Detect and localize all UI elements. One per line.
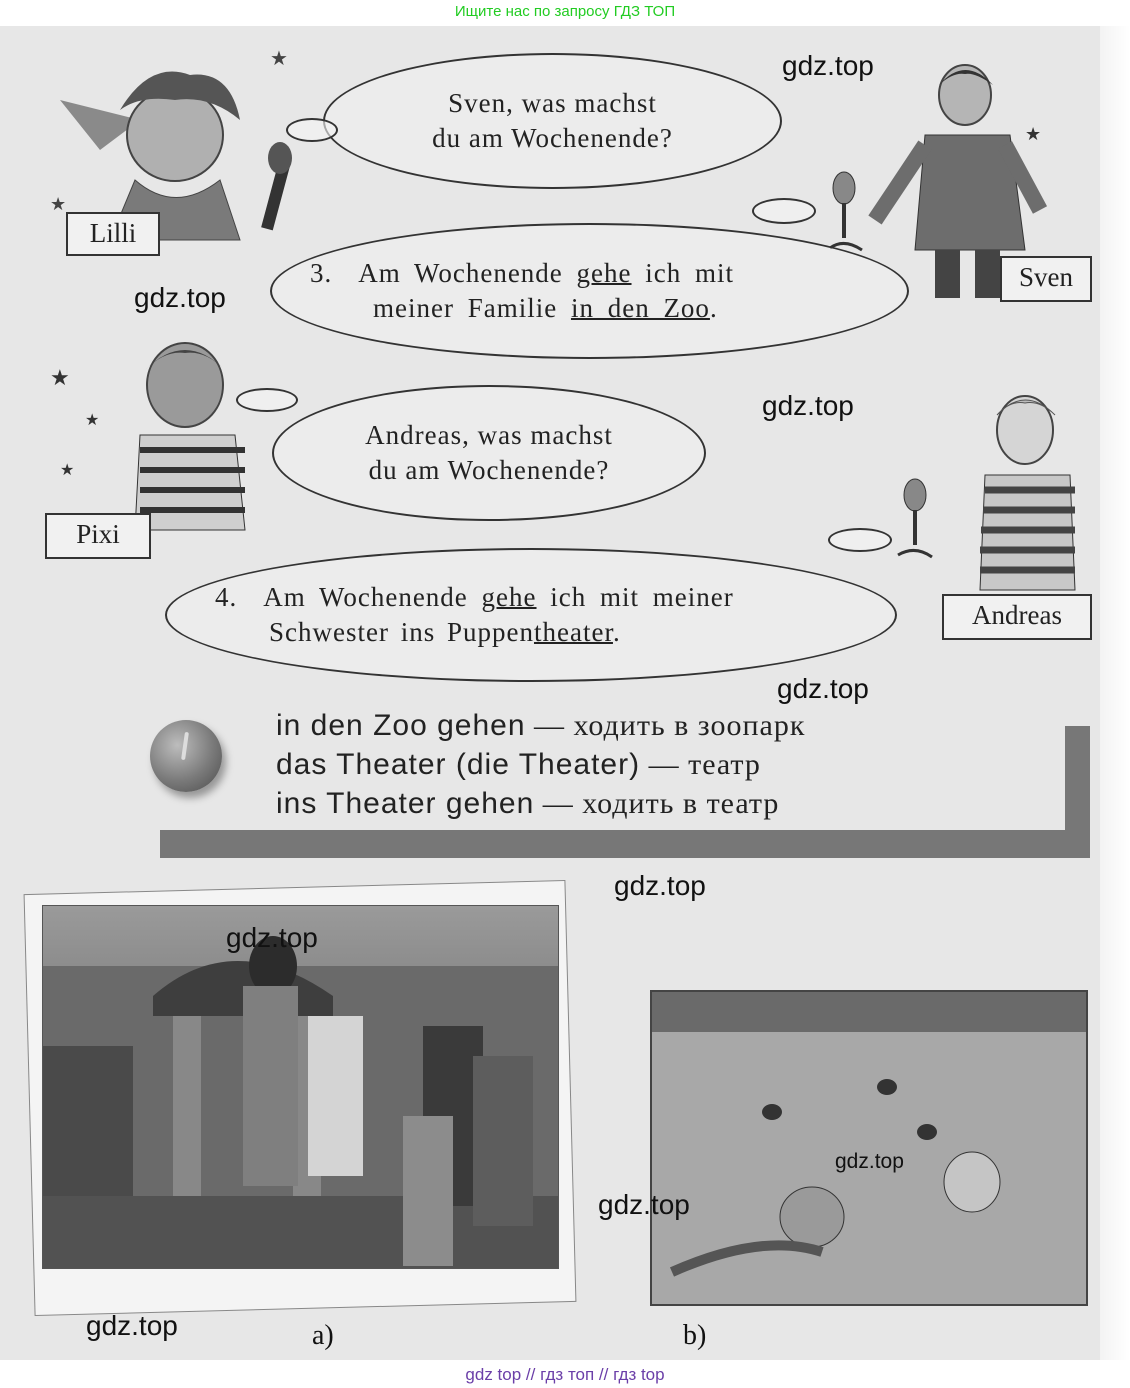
watermark: gdz.top [86,1310,178,1341]
vocabulary-dash: — [640,748,689,781]
bottom-banner[interactable]: gdz top // гдз топ // гдз top [465,1365,665,1384]
vocabulary-russian: ходить в зоопарк [573,709,806,742]
microphone-icon [822,168,872,258]
answer-3-text: . [709,293,718,323]
vocabulary-russian: ходить в театр [582,787,780,820]
answer-4-number: 4. [215,582,238,612]
speech-bubble-question-andreas [272,385,706,521]
svg-text:★: ★ [50,365,70,390]
caption-a: a) [312,1320,334,1351]
name-label-andreas: Andreas [942,594,1092,640]
answer-4-underline-noun: theater [533,617,613,647]
andreas-illustration [965,385,1085,595]
watermark: gdz.top [614,870,706,901]
vocabulary-item [276,787,779,821]
answer-3-underline-place: in den Zoo [570,293,710,323]
answer-4-text: Am Wochenende [263,582,482,612]
vocabulary-dash: — [525,709,574,742]
speech-tail-oval [828,528,892,552]
watermark: gdz.top [762,390,854,421]
question-andreas-text: Andreas, was machst du am Wochenende? [365,420,613,485]
vocabulary-item [276,748,761,782]
watermark: gdz.top [134,282,226,313]
svg-text:★: ★ [60,462,75,479]
speech-bubble-question-sven [323,53,782,189]
speech-tail-oval [286,118,338,142]
top-banner[interactable]: Ищите нас по запросу ГДЗ ТОП [454,3,676,20]
svg-text:★: ★ [85,412,100,429]
vocabulary-german: in den Zoo gehen [276,709,526,742]
question-sven-text: Sven, was machst du am Wochenende? [432,88,673,153]
pushpin-icon [150,720,222,792]
zoo-gate-photo [42,905,559,1269]
vocabulary-german: ins Theater gehen [276,787,535,820]
svg-text:★: ★ [270,48,288,70]
vocabulary-german: das Theater (die Theater) [276,748,641,781]
swimming-pool-photo [650,990,1088,1306]
answer-3-text: meiner Familie [373,293,571,323]
answer-4-underline-verb: gehe [481,582,537,612]
vocabulary-dash: — [534,787,583,820]
svg-text:★: ★ [50,194,67,214]
speech-tail-oval [752,198,816,224]
answer-3-underline-verb: gehe [576,258,632,288]
watermark: gdz.top [782,50,874,81]
answer-3-text: ich mit [631,258,735,288]
vocabulary-item [276,709,805,743]
name-label-pixi: Pixi [45,513,151,559]
answer-3-number: 3. [310,258,333,288]
svg-text:★: ★ [1025,124,1042,144]
speech-tail-oval [236,388,298,412]
answer-4-text: ich mit meiner [536,582,734,612]
speech-bubble-answer-3 [270,223,909,359]
name-label-lilli: Lilli [66,212,160,256]
answer-3-text: Am Wochenende [358,258,577,288]
page-edge [1100,26,1130,1360]
answer-4-text: . [612,617,621,647]
vocabulary-russian: театр [688,748,761,781]
watermark: gdz.top [598,1189,690,1220]
answer-4-text: Schwester ins Puppen [269,617,534,647]
name-label-sven: Sven [1000,256,1092,302]
microphone-icon [890,475,940,565]
caption-b: b) [683,1320,707,1351]
speech-bubble-answer-4 [165,548,897,682]
watermark: gdz.top [226,922,318,953]
watermark: gdz.top [835,1150,904,1173]
watermark: gdz.top [777,673,869,704]
